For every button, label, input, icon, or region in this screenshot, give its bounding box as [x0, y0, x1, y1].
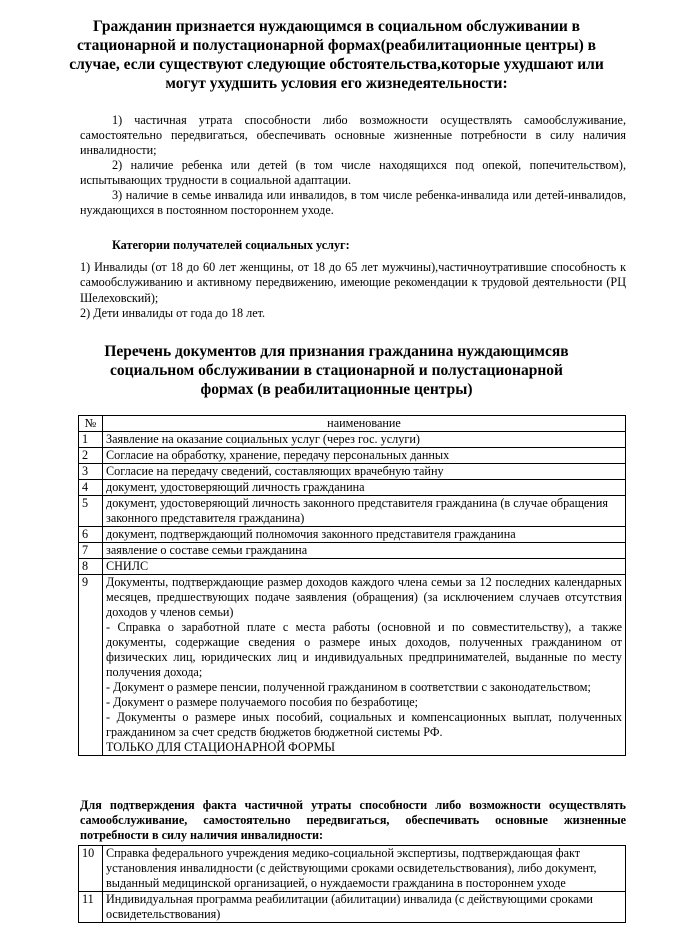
row-text: заявление о составе семьи гражданина [103, 543, 626, 559]
categories-heading: Категории получателей социальных услуг: [112, 238, 350, 252]
page-title: Гражданин признается нуждающимся в социальном обслуживании в стационарной и полустационарной формах(реабилитационные центры) в случае, если существуют следующие обстоятельства,которые ухудшают или могут ухудшить условия его жизнедеятельности: [69, 18, 604, 92]
disability-documents-table [78, 845, 626, 923]
row-number: 10 [79, 846, 103, 892]
table-row [79, 448, 626, 464]
row-number: 8 [79, 559, 103, 575]
row-number: 3 [79, 464, 103, 480]
row-number: 1 [79, 432, 103, 448]
row-text: документ, удостоверяющий личность гражданина [103, 480, 626, 496]
category-item: 1) Инвалиды (от 18 до 60 лет женщины, от 18 до 65 лет мужчины),частичноутратившие способность к самообслуживанию и активному передвижению, имеющие рекомендации к трудовой деятельности (РЦ Шелеховский); [80, 260, 626, 305]
row-text [103, 575, 626, 756]
row-number: 6 [79, 527, 103, 543]
row-text: Заявление на оказание социальных услуг (через гос. услуги) [103, 432, 626, 448]
header-name: наименование [103, 416, 626, 432]
table-row [79, 543, 626, 559]
table-row [79, 496, 626, 527]
row-text: Согласие на обработку, хранение, передачу персональных данных [103, 448, 626, 464]
row-text: документ, подтверждающий полномочия законного представителя гражданина [103, 527, 626, 543]
income-docs-item: - Документ о размере получаемого пособия по безработице; [106, 695, 419, 709]
table-row [79, 527, 626, 543]
table-row [79, 464, 626, 480]
row-number: 5 [79, 496, 103, 527]
documents-table [78, 415, 626, 756]
table-row [79, 846, 626, 892]
row-text: СНИЛС [103, 559, 626, 575]
table-header-row [79, 416, 626, 432]
table-row [79, 892, 626, 923]
row-number: 11 [79, 892, 103, 923]
categories-list [80, 260, 626, 321]
income-docs-item: - Документ о размере пенсии, полученной гражданином в соответствии с законодательством; [106, 680, 591, 694]
row-number: 4 [79, 480, 103, 496]
income-docs-intro: Документы, подтверждающие размер доходов каждого члена семьи за 12 последних календарных месяцев, предшествующих подаче заявления (обращения) (за исключением случаев отсутствия доходов у членов семьи) [106, 575, 622, 619]
row-text: Справка федерального учреждения медико-социальной экспертизы, подтверждающая факт установления инвалидности (с действующими сроками освидетельствования), либо документ, выданный медицинской организацией, о нуждаемости гражданина в постороннем уходе [103, 846, 626, 892]
header-number: № [79, 416, 103, 432]
circumstance-item: 1) частичная утрата способности либо возможности осуществлять самообслуживание, самостоятельно передвигаться, обеспечивать основные жизненные потребности в силу наличия инвалидности; [80, 113, 626, 157]
circumstance-item: 3) наличие в семье инвалида или инвалидов, в том числе ребенка-инвалида или детей-инвалидов, нуждающихся в постоянном постороннем уходе. [80, 188, 626, 217]
table-row [79, 559, 626, 575]
circumstances-list [80, 113, 626, 218]
income-docs-item: - Документы о размере иных пособий, социальных и компенсационных выплат, полученных гражданином за счет средств бюджетов бюджетной системы РФ. [106, 710, 622, 739]
row-number: 2 [79, 448, 103, 464]
row-text: Индивидуальная программа реабилитации (абилитации) инвалида (с действующими сроками освидетельствования) [103, 892, 626, 923]
circumstance-item: 2) наличие ребенка или детей (в том числе находящихся под опекой, попечительством), испытывающих трудности в социальной адаптации. [80, 158, 626, 187]
category-item: 2) Дети инвалиды от года до 18 лет. [80, 305, 266, 320]
row-text: документ, удостоверяющий личность законного представителя гражданина (в случае обращения законного представителя гражданина) [103, 496, 626, 527]
row-number: 7 [79, 543, 103, 559]
row-text: Согласие на передачу сведений, составляющих врачебную тайну [103, 464, 626, 480]
table-row [79, 480, 626, 496]
documents-list-heading: Перечень документов для признания гражданина нуждающимсяв социальном обслуживании в стационарной и полустационарной формах (в реабилитационные центры) [104, 343, 569, 398]
row-number: 9 [79, 575, 103, 756]
disability-confirmation-heading: Для подтверждения факта частичной утраты способности либо возможности осуществлять самообслуживание, самостоятельно передвигаться, обеспечивать основные жизненные потребности в силу наличия инвалидности: [80, 798, 626, 842]
table-row [79, 432, 626, 448]
income-docs-item: - Справка о заработной плате с места работы (основной и по совместительству), а также документы, содержащие сведения о размере иных доходов, полученных гражданином от физических лиц, юридических лиц и индивидуальных предпринимателей, выданные по месту получения дохода; [106, 620, 622, 679]
table-row-income [79, 575, 626, 756]
stationary-only-note: ТОЛЬКО ДЛЯ СТАЦИОНАРНОЙ ФОРМЫ [106, 740, 335, 754]
